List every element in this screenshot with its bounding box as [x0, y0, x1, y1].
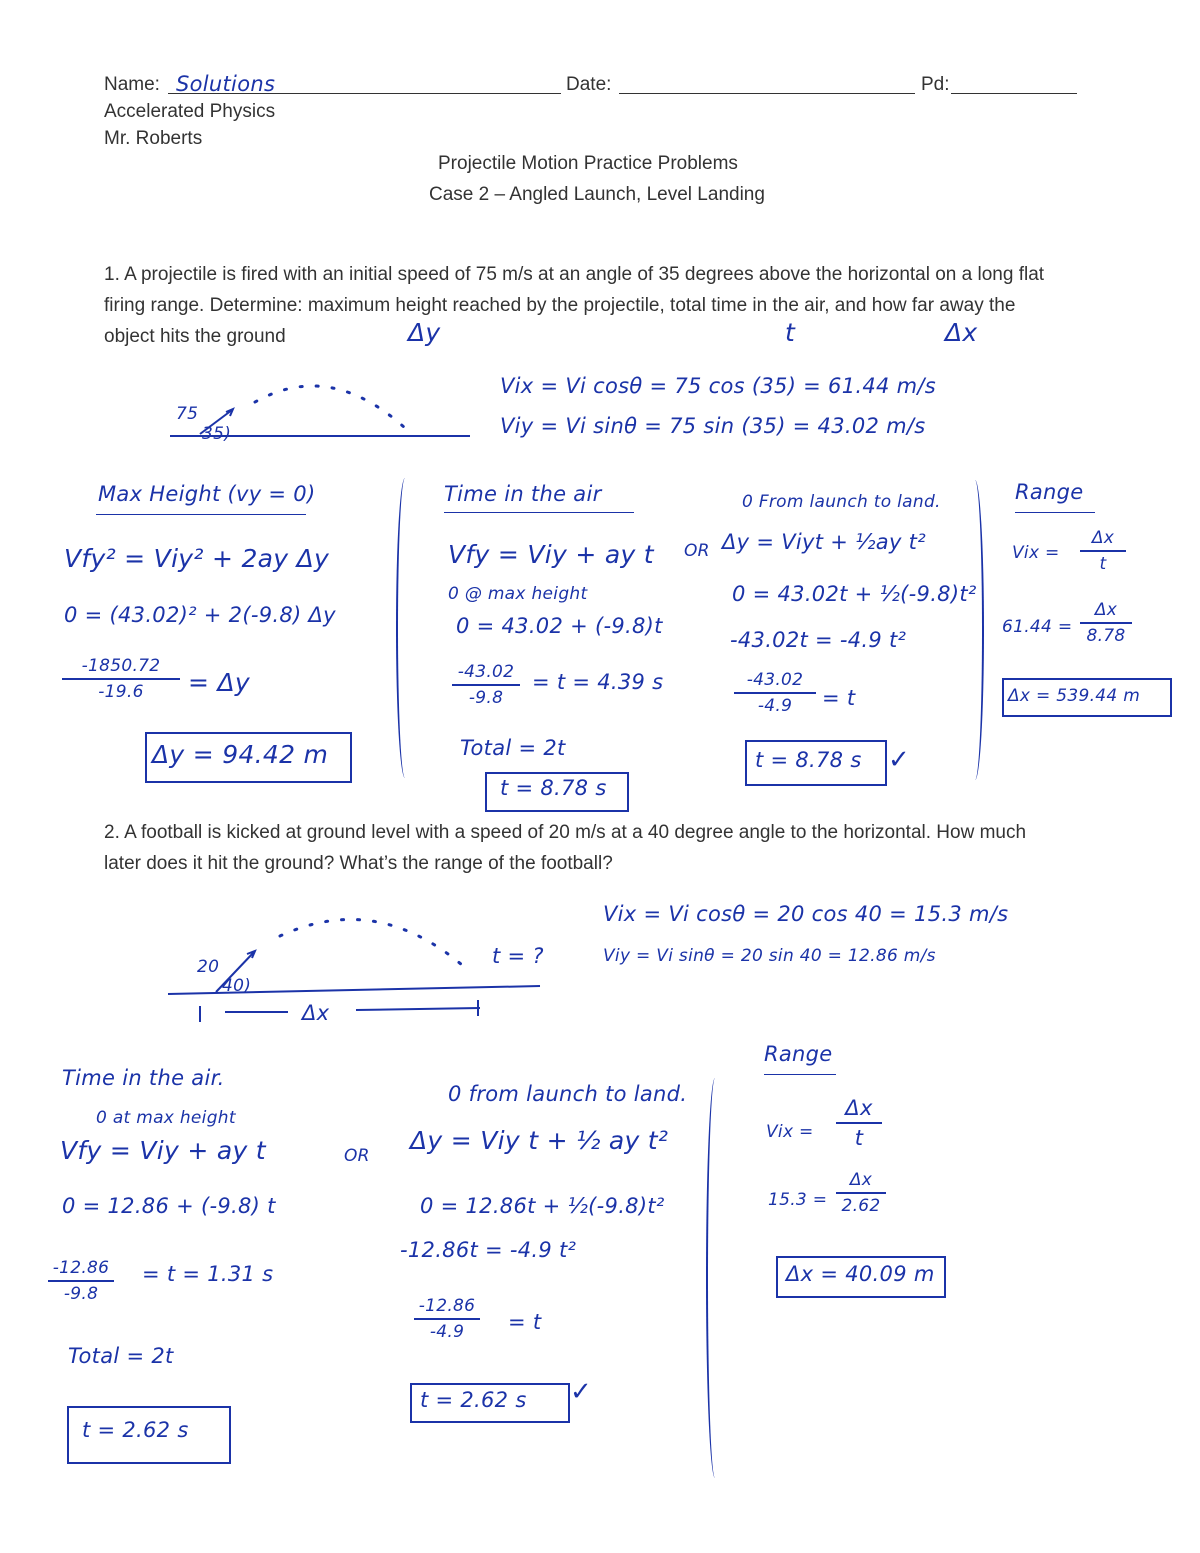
- p1-max-height-eq1: Vfy² = Viy² + 2ay Δy: [64, 544, 330, 573]
- p2-diagram-speed: 20: [197, 957, 220, 977]
- p1-time-air-fraction: -43.02 -9.8: [452, 662, 520, 708]
- course-name: Accelerated Physics: [104, 101, 276, 122]
- p1-max-height-answer: Δy = 94.42 m: [152, 740, 329, 769]
- p2-time-air-title: Time in the air.: [62, 1066, 225, 1090]
- p1-range-lhs2: 61.44 =: [1002, 617, 1073, 637]
- name-label: Name:: [104, 74, 160, 95]
- p1-time-air-total: Total = 2t: [460, 736, 566, 760]
- p2-time-air-total: Total = 2t: [68, 1344, 174, 1368]
- p1-range-answer: Δx = 539.44 m: [1008, 686, 1141, 706]
- p1-diagram-speed: 75: [176, 404, 199, 424]
- p2-range-answer: Δx = 40.09 m: [786, 1262, 935, 1286]
- p2-range-fraction2: Δx 2.62: [836, 1170, 886, 1216]
- p2-alt-eq3: -12.86t = -4.9 t²: [400, 1238, 577, 1262]
- p2-diagram-time: t = ?: [492, 944, 544, 968]
- problem-1-question: 1. A projectile is fired with an initial speed of 75 m/s at an angle of 35 degrees above the horizontal on a long flat firing range. Determine: maximum height reached by the projectile, total time in the air, and how far away the object hits the ground: [104, 264, 1045, 347]
- p1-time-air-eq1: Vfy = Viy + ay t: [448, 540, 654, 569]
- p1-time-air-eq3: = t = 4.39 s: [532, 670, 664, 694]
- p2-alt-eq4: = t: [508, 1310, 542, 1334]
- p1-range-lhs: Vix =: [1012, 543, 1060, 563]
- problem-2-question: 2. A football is kicked at ground level with a speed of 20 m/s at a 40 degree angle to the horizontal. How much later does it hit the ground? What’s the range of the football?: [104, 822, 1027, 874]
- p1-tag-dy: Δy: [408, 318, 441, 347]
- p2-alt-eq1: Δy = Viy t + ½ ay t²: [410, 1126, 669, 1155]
- p2-diagram-angle: 40): [222, 976, 252, 996]
- p2-alt-fraction: -12.86 -4.9: [414, 1296, 480, 1342]
- name-value: Solutions: [176, 72, 276, 96]
- p1-range-fraction: Δx t: [1080, 528, 1126, 574]
- p2-time-air-fraction: -12.86 -9.8: [48, 1258, 114, 1304]
- p1-max-height-eq3: = Δy: [188, 668, 250, 697]
- p2-time-air-eq1: Vfy = Viy + ay t: [60, 1136, 266, 1165]
- p2-diagram-dx: Δx: [302, 1001, 330, 1025]
- p1-max-height-fraction: -1850.72 -19.6: [62, 656, 180, 702]
- p2-range-fraction: Δx t: [836, 1096, 882, 1150]
- date-underline: [619, 93, 915, 94]
- p2-alt-title: 0 from launch to land.: [448, 1082, 688, 1106]
- p1-range-title: Range: [1015, 480, 1084, 504]
- p1-alt-answer: t = 8.78 s: [755, 748, 862, 772]
- date-label: Date:: [566, 74, 612, 95]
- p1-time-air-underline: [444, 512, 634, 513]
- p2-vix-equation: Vix = Vi cosθ = 20 cos 40 = 15.3 m/s: [603, 902, 1009, 926]
- p1-time-air-eq2: 0 = 43.02 + (-9.8)t: [456, 614, 663, 638]
- p2-range-underline: [764, 1074, 836, 1075]
- p2-time-air-answer: t = 2.62 s: [82, 1418, 189, 1442]
- p1-brace-right: [966, 480, 984, 780]
- pd-label: Pd:: [921, 74, 950, 95]
- p1-time-air-title: Time in the air: [444, 482, 602, 506]
- p1-max-height-eq2: 0 = (43.02)² + 2(-9.8) Δy: [64, 603, 336, 627]
- p1-tag-dx: Δx: [945, 318, 978, 347]
- p1-viy-equation: Viy = Vi sinθ = 75 sin (35) = 43.02 m/s: [500, 414, 926, 438]
- p2-alt-answer: t = 2.62 s: [420, 1388, 527, 1412]
- p1-max-height-underline: [96, 514, 306, 515]
- p1-time-air-answer: t = 8.78 s: [500, 776, 607, 800]
- p1-range-underline: [1015, 512, 1095, 513]
- p1-alt-fraction: -43.02 -4.9: [734, 670, 816, 716]
- p1-range-fraction2: Δx 8.78: [1080, 600, 1132, 646]
- p2-viy-equation: Viy = Vi sinθ = 20 sin 40 = 12.86 m/s: [603, 946, 936, 966]
- p1-tag-t: t: [785, 318, 796, 347]
- p2-time-air-note: 0 at max height: [96, 1108, 236, 1128]
- p1-alt-eq2: 0 = 43.02t + ½(-9.8)t²: [732, 582, 977, 606]
- teacher-name: Mr. Roberts: [104, 128, 203, 149]
- p2-range-lhs: Vix =: [766, 1122, 814, 1142]
- p2-brace-left: [706, 1078, 724, 1478]
- p2-or-label: OR: [344, 1146, 370, 1166]
- p1-max-height-title: Max Height (vy = 0): [98, 482, 316, 506]
- p1-or-label: OR: [684, 541, 710, 561]
- worksheet-title: Projectile Motion Practice Problems: [438, 153, 738, 174]
- p1-brace-left: [396, 478, 414, 778]
- p1-check-mark: ✓: [888, 744, 910, 774]
- p1-diagram-angle: 35): [202, 424, 232, 444]
- p1-vix-equation: Vix = Vi cosθ = 75 cos (35) = 61.44 m/s: [500, 374, 937, 398]
- p1-alt-eq4: = t: [822, 686, 856, 710]
- p1-alt-eq3: -43.02t = -4.9 t²: [730, 628, 907, 652]
- p2-range-lhs2: 15.3 =: [768, 1190, 828, 1210]
- p2-time-air-eq2: 0 = 12.86 + (-9.8) t: [62, 1194, 276, 1218]
- p1-alt-eq1: Δy = Viyt + ½ay t²: [722, 530, 926, 554]
- p2-time-air-eq3: = t = 1.31 s: [142, 1262, 274, 1286]
- p2-check-mark: ✓: [570, 1376, 592, 1406]
- pd-underline: [951, 93, 1077, 94]
- p1-alt-title: 0 From launch to land.: [742, 492, 941, 512]
- worksheet-subtitle: Case 2 – Angled Launch, Level Landing: [429, 184, 765, 205]
- p2-alt-eq2: 0 = 12.86t + ½(-9.8)t²: [420, 1194, 665, 1218]
- p1-time-air-note: 0 @ max height: [448, 584, 588, 604]
- p2-range-title: Range: [764, 1042, 833, 1066]
